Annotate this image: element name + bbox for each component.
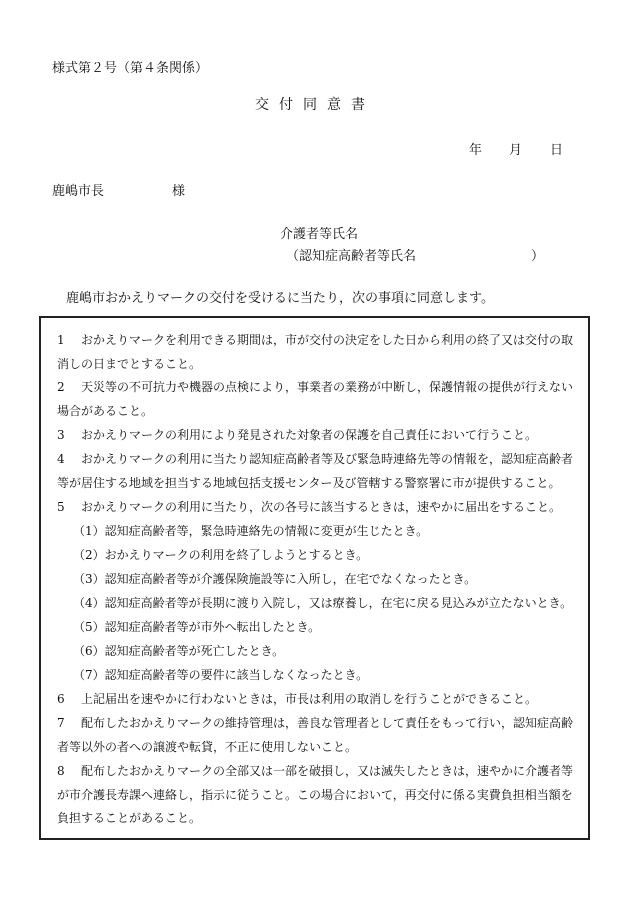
subitem-number: （4） [73, 596, 105, 610]
subitem-number: （6） [73, 644, 105, 658]
term-number: 1 [57, 333, 65, 347]
subitem-text: おかえりマークの利用を終了しようとするとき。 [104, 548, 369, 562]
subitem-number: （3） [73, 572, 105, 586]
form-number: 様式第２号（第４条関係） [52, 61, 209, 76]
date-month-label: 月 [509, 143, 523, 158]
term-subitem [73, 544, 592, 568]
patient-name-label: （認知症高齢者等氏名 [286, 249, 417, 264]
term-subitem [73, 592, 592, 616]
addressee-suffix: 様 [172, 184, 186, 199]
term-item [57, 760, 576, 831]
term-subitem [73, 520, 592, 544]
term-number: 2 [57, 380, 65, 394]
term-text: おかえりマークの利用に当たり，次の各号に該当するときは，速やかに届出をすること。 [81, 500, 562, 514]
subitem-number: （1） [73, 524, 105, 538]
term-number: 5 [57, 500, 65, 514]
subitem-number: （5） [73, 620, 105, 634]
term-text: おかえりマークの利用に当たり認知症高齢者等及び緊急時連絡先等の情報を，認知症高齢者等が居住する地域を担当する地域包括支援センター及び管轄する警察署に市が提供すること。 [57, 452, 574, 490]
term-subitem [73, 616, 592, 640]
subitem-text: 認知症高齢者等が長期に渡り入院し，又は療養し，在宅に戻る見込みが立たないとき。 [104, 596, 573, 610]
date-day-label: 日 [550, 143, 564, 158]
term-item [57, 424, 576, 448]
addressee: 鹿嶋市長 [52, 184, 105, 199]
patient-name-close-paren: ） [531, 249, 545, 264]
term-subitem [73, 640, 592, 664]
term-item [57, 376, 576, 423]
term-subitem [73, 568, 592, 592]
term-number: 3 [57, 428, 65, 442]
term-item [57, 496, 576, 520]
term-item [57, 688, 576, 712]
date-year-label: 年 [469, 143, 483, 158]
term-text: 天災等の不可抗力や機器の点検により，事業者の業務が中断し，保護情報の提供が行えない場合があること。 [57, 380, 574, 418]
subitem-number: （2） [73, 548, 105, 562]
term-text: 上記届出を速やかに行わないときは，市長は利用の取消しを行うことができること。 [81, 692, 538, 706]
term-text: 配布したおかえりマークの全部又は一部を破損し，又は滅失したときは，速やかに介護者等が市介護長寿課へ連絡し，指示に従うこと。この場合において，再交付に係る実費負担相当額を負担することがあること。 [57, 764, 574, 825]
subitem-text: 認知症高齢者等が市外へ転出したとき。 [104, 620, 321, 634]
subitem-number: （7） [73, 668, 105, 682]
subitem-text: 認知症高齢者等，緊急時連絡先の情報に変更が生じたとき。 [104, 524, 429, 538]
term-text: おかえりマークを利用できる期間は，市が交付の決定をした日から利用の終了又は交付の取消しの日までとすること。 [57, 333, 574, 371]
caregiver-name-label: 介護者等氏名 [280, 227, 359, 242]
term-item [57, 448, 576, 495]
subitem-text: 認知症高齢者等の要件に該当しなくなったとき。 [104, 668, 369, 682]
term-number: 4 [57, 452, 65, 466]
document-title: 交付同意書 [255, 97, 375, 113]
term-subitem [73, 664, 592, 688]
term-number: 8 [57, 764, 65, 778]
consent-intro: 鹿嶋市おかえりマークの交付を受けるに当たり，次の事項に同意します。 [66, 291, 494, 306]
term-item [57, 712, 576, 759]
subitem-text: 認知症高齢者等が死亡したとき。 [104, 644, 285, 658]
consent-terms-box [39, 316, 590, 840]
term-text: 配布したおかえりマークの維持管理は，善良な管理者として責任をもって行い，認知症高齢者等以外の者への譲渡や転貸，不正に使用しないこと。 [57, 716, 574, 754]
term-number: 7 [57, 716, 65, 730]
subitem-text: 認知症高齢者等が介護保険施設等に入所し，在宅でなくなったとき。 [104, 572, 477, 586]
term-item [57, 329, 576, 376]
term-number: 6 [57, 692, 65, 706]
term-text: おかえりマークの利用により発見された対象者の保護を自己責任において行うこと。 [81, 428, 538, 442]
